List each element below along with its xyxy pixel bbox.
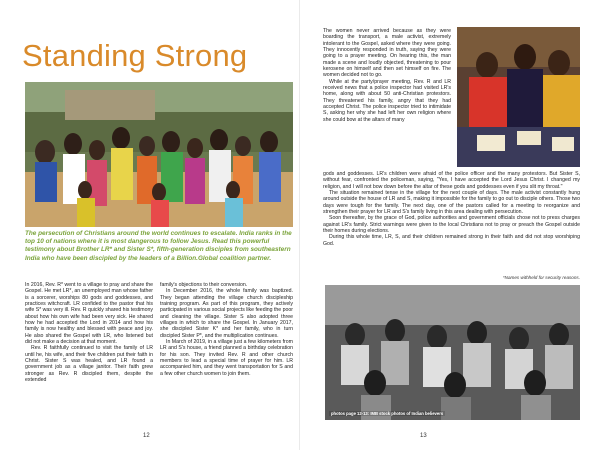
paragraph: In March of 2019, in a village just a few kilometers from LR and S's house, a friend planned a birthday celebration for his son. They invited Rev. R and other church members to lead a special time of prayer for him. LR accompanied him, and they went transportation for S and a few other church women to join them. [160,339,293,377]
paragraph: The situation remained tense in the village for the next couple of days. The male activist constantly hung around outside the house of LR and S, making it impossible for the family to go out to disciple others. Those two days were tough for the family. The next day, one of the pastors called for a meeting to reorganize and strengthen their prayer for LR and S's family living in this area dealing with persecution. [323,190,580,216]
footnote: *Names withheld for security reasons. [502,275,580,280]
paragraph: Rev. R faithfully continued to visit the family of LR until he, his wife, and their five children put their faith in Christ. Sister S was healed, and LR found a government job as a village janitor. Their faith grew stronger as Rev. R discipled them, despite the extended [25,345,153,384]
photo-credit: photos page 12-13: IMB stock photos of Indian believers [331,411,444,416]
paragraph: In December 2016, the whole family was baptized. They began attending the village church discipleship training program. As part of this program, they actively participated in various social projects like feeding the poor and cleaning the village. Sister S also adopted three villages in which to share the Gospel. In January 2017, she discipled Sister K* and her family, who in turn discipled Sister P*, and the multiplication continues. [160,288,293,339]
photo-caption: The persecution of Christians around the world continues to escalate. India ranks in the top 10 of nations where it is most dangerous to follow Jesus. Read this powerful testimony about Brother LR* and Sister S*, fifth-generation disciples from southeastern India who have been discipled by the leaders of a Billion.Global coalition partner. [25,230,292,262]
children-photo-image [25,82,293,227]
paragraph: During this whole time, LR, S, and their children remained strong in their faith and did not stop worshiping God. [323,234,580,247]
paragraph: While at the party/prayer meeting, Rev. R and LR received news that a police inspector had visited LR's home, along with about 50 anti-Christian protestors. They threatened his family, angry that they had accepted Christ. The police inspector tried to intimidate S, asking her why she had left her own religion where she could bow at the altars of many [323,78,451,123]
paragraph: Soon thereafter, by the grace of God, police authorities and government officials chose not to press charges against LR's family. Strict warnings were given to the local Christians not to pray or preach the Gospel outside their homes during elections. [323,215,580,235]
article-column-1 [25,282,153,384]
women-photo-image [457,27,580,167]
article-title: Standing Strong [22,38,248,73]
article-column-2 [160,282,293,377]
paragraph: gods and goddesses. LR's children were afraid of the police officer and the many protestors. But Sister S, without fear, confronted the policeman, saying, "Yes, I have accepted the Lord Jesus Christ. I changed my religion, and I will not bow down before the altar of these gods and goddesses even if you slit my throat." [323,171,580,190]
paragraph: The women never arrived because as they were boarding the transport, a male activist, extremely intolerant to the Gospel, asked where they were going. They innocently responded in truth, saying they were going to a prayer meeting. On hearing this, the man made a scene and loudly objected, threatening to pour kerosene on himself and then set himself on fire. The women decided not to go. [323,28,451,79]
page-right [300,0,600,450]
paragraph: In 2016, Rev. R* went to a village to pray and share the Gospel. He met LR*, an unemployed man whose father is a sorcerer, worships 80 gods and goddesses, and practices witchcraft. LR confided to the pastor that his wife S* was very ill. Rev. R quickly shared his testimony about how his own wife had been very sick. He shared how he had accepted the Lord in 2014 and how his family is now healthy and blessed with peace and joy. He also shared the Gospel with LR, who listened but did not make a decision at that moment. [25,282,153,346]
article-column-4 [323,171,580,247]
photo-women-reading [457,27,580,167]
page-number-left: 12 [143,433,150,439]
photo-children-group [25,82,293,227]
paragraph: family's objections to their conversion. [160,282,248,288]
article-column-3 [323,28,451,123]
page-number-right: 13 [420,433,427,439]
photo-worship-gathering [325,285,580,420]
gathering-photo-image [325,285,580,420]
